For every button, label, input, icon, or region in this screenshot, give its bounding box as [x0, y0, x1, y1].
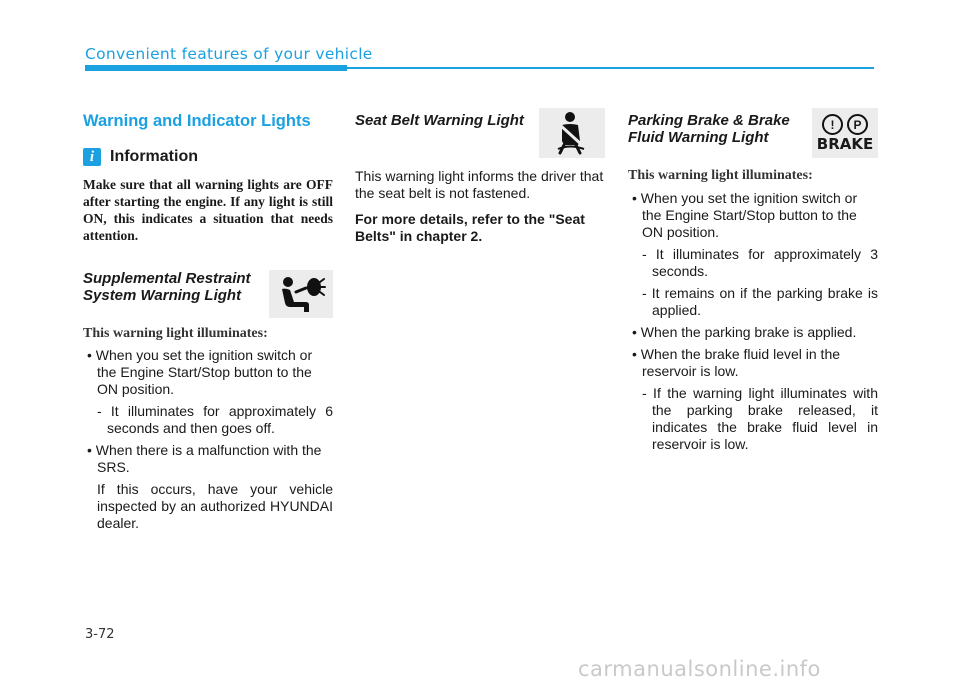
watermark: carmanualsonline.info	[578, 657, 821, 681]
srs-title-line2: System Warning Light	[83, 287, 242, 304]
info-label: Information	[110, 148, 198, 165]
header-bar	[85, 65, 347, 71]
srs-bullet-1: • When you set the ignition switch or the Engine Start/Stop button to the ON position.	[87, 347, 313, 397]
exclamation-icon: !	[822, 114, 843, 135]
brake-dash-1: - It illuminates for approximately 3 seconds.	[642, 246, 878, 279]
brake-lead: This warning light illuminates:	[628, 168, 813, 183]
column-left	[83, 108, 333, 532]
brake-icon-label: BRAKE	[816, 135, 874, 153]
seatbelt-reference: For more details, refer to the "Seat Belts" in chapter 2.	[355, 211, 585, 244]
header-rule	[347, 67, 874, 69]
brake-dash-3: - If the warning light illuminates with the parking brake released, it indicates the brake fluid level in reservoir is low.	[642, 385, 878, 452]
brake-title-line1: Parking Brake & Brake	[628, 112, 790, 129]
srs-note: If this occurs, have your vehicle inspected by an authorized HYUNDAI dealer.	[97, 481, 333, 531]
chapter-title: Convenient features of your vehicle	[85, 45, 373, 63]
srs-lead: This warning light illuminates:	[83, 326, 268, 341]
info-text: Make sure that all warning lights are OFF after starting the engine. If any light is still ON, this indicates a situation that needs attention.	[83, 177, 333, 243]
column-right	[628, 108, 878, 453]
srs-heading	[83, 268, 333, 318]
seatbelt-title: Seat Belt Warning Light	[355, 112, 524, 129]
seatbelt-heading	[355, 108, 605, 158]
brake-bullet-1: • When you set the ignition switch or the Engine Start/Stop button to the ON position.	[632, 190, 858, 240]
brake-dash-2: - It remains on if the parking brake is applied.	[642, 285, 878, 318]
brake-warning-icon	[812, 108, 878, 158]
page-number: 3-72	[85, 627, 115, 642]
seatbelt-text: This warning light informs the driver that the seat belt is not fastened.	[355, 168, 604, 201]
brake-bullet-2: • When the parking brake is applied.	[632, 324, 857, 340]
column-middle	[355, 108, 605, 245]
srs-title-line1: Supplemental Restraint	[83, 270, 251, 287]
srs-dash-1: - It illuminates for approximately 6 seconds and then goes off.	[97, 403, 333, 436]
info-icon: i	[83, 148, 101, 166]
brake-icon-symbols	[822, 114, 868, 135]
seat-belt-icon	[539, 108, 605, 158]
parking-p-icon: P	[847, 114, 868, 135]
brake-bullet-3: • When the brake fluid level in the reservoir is low.	[632, 346, 841, 379]
section-title: Warning and Indicator Lights	[83, 112, 311, 130]
airbag-person-icon	[269, 270, 333, 318]
srs-bullet-2: • When there is a malfunction with the SRS.	[87, 442, 322, 475]
info-header	[83, 148, 333, 166]
brake-title-line2: Fluid Warning Light	[628, 129, 769, 146]
brake-heading	[628, 108, 878, 158]
